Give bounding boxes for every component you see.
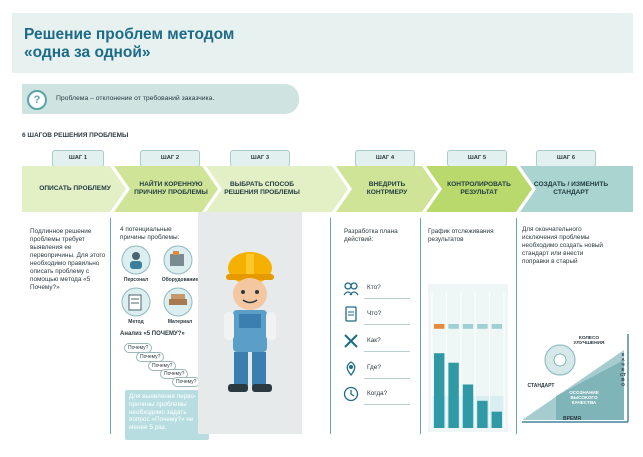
quality-axis-label: КАЧЕСТВО xyxy=(620,352,627,387)
answer-line xyxy=(364,404,410,405)
location-pin-icon xyxy=(343,360,359,376)
question-where: Где? xyxy=(367,364,381,371)
why-bubble-4: Почему? xyxy=(160,369,188,379)
question-how: Как? xyxy=(367,337,381,344)
tracking-chart xyxy=(428,284,508,432)
column-divider xyxy=(110,218,111,434)
chart-bar xyxy=(492,412,502,428)
chart-bar xyxy=(434,353,444,428)
chart-target-mark xyxy=(434,324,444,329)
steps-heading: 6 ШАГОВ РЕШЕНИЯ ПРОБЛЕМЫ xyxy=(22,132,129,139)
cause-label-material: Материал xyxy=(167,319,193,325)
cause-label-method: Метод xyxy=(128,319,144,325)
step-tag-6: ШАГ 6 xyxy=(536,150,596,167)
chart-bar xyxy=(463,384,473,428)
question-who: Кто? xyxy=(367,284,381,291)
causes-illustration xyxy=(120,244,200,326)
why-bubble-3: Почему? xyxy=(148,361,176,371)
answer-line xyxy=(364,298,410,299)
chart-bar xyxy=(448,363,458,428)
time-axis-label: ВРЕМЯ xyxy=(562,416,582,422)
step-label-5: КОНТРОЛИРОВАТЬ РЕЗУЛЬТАТ xyxy=(447,181,511,196)
column-divider xyxy=(420,218,421,434)
page-title xyxy=(24,26,234,62)
worker-illustration xyxy=(222,248,278,396)
question-when: Когда? xyxy=(367,390,388,397)
document-icon xyxy=(343,306,359,322)
chart-bar xyxy=(477,401,487,428)
step5-intro: График отслеживания результатов xyxy=(428,228,494,243)
step-label-4: ВНЕДРИТЬ КОНТРМЕРУ xyxy=(366,181,408,196)
why-bubble-1: Почему? xyxy=(124,343,152,353)
chart-target-mark xyxy=(492,324,502,329)
step4-intro: Разработка плана действий: xyxy=(344,228,398,243)
answer-line xyxy=(364,324,410,325)
five-why-note: Для выявления перво-причины проблемы необходимо задать вопрос «Почему?» не менее 5 раз. xyxy=(125,390,209,440)
question-circle-icon: ? xyxy=(27,90,47,110)
step-label-6: СОЗДАТЬ / ИЗМЕНИТЬ СТАНДАРТ xyxy=(533,181,609,196)
cause-label-equipment: Оборудование xyxy=(161,277,199,283)
people-icon xyxy=(343,281,359,297)
step-label-2: НАЙТИ КОРЕННУЮ ПРИЧИНУ ПРОБЛЕМЫ xyxy=(134,181,208,196)
step-tag-3: ШАГ 3 xyxy=(230,150,290,167)
definition-text: Проблема – отклонение от требований заказчика. xyxy=(56,95,215,102)
standard-label: СТАНДАРТ xyxy=(527,383,555,389)
answer-line xyxy=(364,351,410,352)
awareness-label: ОСОЗНАНИЕ ВЫСОКОГО КАЧЕСТВА xyxy=(569,390,599,405)
step-tag-5: ШАГ 5 xyxy=(447,150,507,167)
answer-line xyxy=(364,378,410,379)
step1-description: Подлинное решение проблемы требует выявления ее первопричины. Для этого необходимо правильно описать проблему с помощью метода «5 Почему?» xyxy=(30,228,106,291)
cause-label-personnel: Персонал xyxy=(123,277,149,283)
tools-icon xyxy=(343,333,359,349)
wheel-label: КОЛЕСО УЛУЧШЕНИЯ xyxy=(573,336,605,346)
step-label-1: ОПИСАТЬ ПРОБЛЕМУ xyxy=(39,185,111,192)
step2-intro: 4 потенциальные причины проблемы: xyxy=(120,226,180,241)
chart-target-mark xyxy=(448,324,458,329)
title-line-1: Решение проблем методом xyxy=(24,26,235,43)
step-tag-2: ШАГ 2 xyxy=(140,150,200,167)
chart-target-mark xyxy=(463,324,473,329)
chart-target-mark xyxy=(477,324,487,329)
step-label-3: ВЫБРАТЬ СПОСОБ РЕШЕНИЯ ПРОБЛЕМЫ xyxy=(224,181,300,196)
clock-icon xyxy=(343,386,359,402)
question-what: Что? xyxy=(367,310,382,317)
why-bubble-2: Почему? xyxy=(136,352,164,362)
step-tag-1: ШАГ 1 xyxy=(52,150,104,167)
why-bubble-5: Почему? xyxy=(172,377,200,387)
column-divider xyxy=(330,218,331,434)
step-tag-4: ШАГ 4 xyxy=(355,150,415,167)
step6-intro: Для окончательного исключения проблемы необходимо создать новый стандарт или внести поправки в старый xyxy=(522,226,603,265)
five-why-heading: Анализ «5 ПОЧЕМУ?» xyxy=(120,331,185,337)
title-line-2: «одна за одной» xyxy=(24,44,151,61)
